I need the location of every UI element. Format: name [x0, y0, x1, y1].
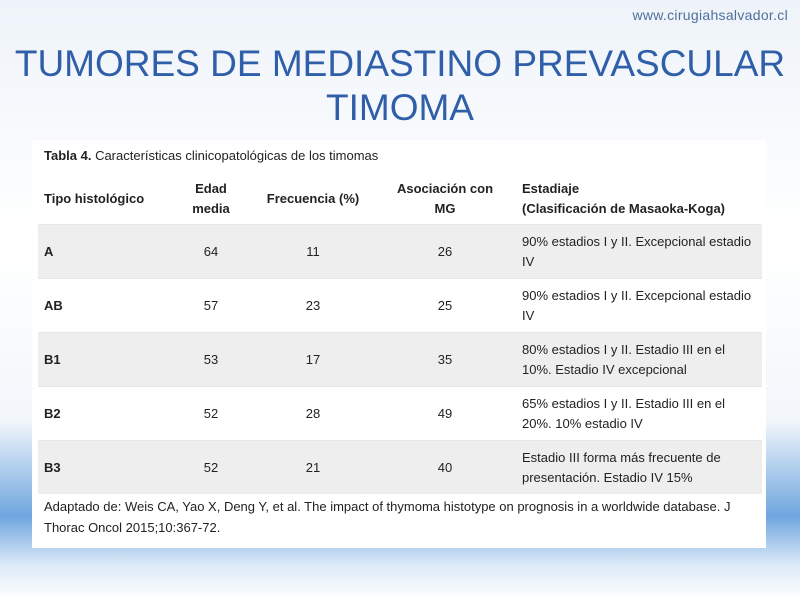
cell-edad: 57 — [170, 279, 252, 333]
cell-mg: 49 — [374, 387, 516, 441]
title-line-2: TIMOMA — [326, 87, 474, 128]
cell-mg: 40 — [374, 441, 516, 495]
cell-estadiaje: 90% estadios I y II. Excepcional estadio IV — [516, 225, 762, 279]
header-mg-l1: Asociación con — [396, 181, 494, 196]
header-estadiaje-l2: (Clasificación de Masaoka-Koga) — [522, 201, 725, 216]
header-edad-l2: media — [192, 201, 230, 216]
table-header-row — [38, 174, 762, 225]
header-edad — [170, 174, 252, 225]
cell-estadiaje: 80% estadios I y II. Estadio III en el 10%. Estadio IV excepcional — [516, 333, 762, 387]
header-mg-l2: MG — [434, 201, 456, 216]
table-caption — [44, 148, 378, 163]
header-edad-l1: Edad — [195, 181, 227, 196]
table-card — [32, 140, 766, 548]
cell-frecuencia: 11 — [252, 225, 374, 279]
cell-mg: 35 — [374, 333, 516, 387]
cell-mg: 25 — [374, 279, 516, 333]
table-row — [38, 333, 762, 387]
cell-frecuencia: 28 — [252, 387, 374, 441]
thymoma-table — [38, 174, 762, 494]
site-url: www.cirugiahsalvador.cl — [632, 7, 788, 23]
cell-edad: 52 — [170, 387, 252, 441]
cell-tipo: B2 — [38, 387, 170, 441]
cell-edad: 64 — [170, 225, 252, 279]
cell-edad: 53 — [170, 333, 252, 387]
header-frecuencia: Frecuencia (%) — [266, 191, 360, 206]
cell-edad: 52 — [170, 441, 252, 495]
cell-estadiaje: Estadio III forma más frecuente de presentación. Estadio IV 15% — [516, 441, 762, 495]
header-estadiaje-l1: Estadiaje — [522, 181, 580, 196]
cell-tipo: B3 — [38, 441, 170, 495]
cell-estadiaje: 65% estadios I y II. Estadio III en el 20%. 10% estadio IV — [516, 387, 762, 441]
header-estadiaje — [516, 174, 762, 225]
table-row — [38, 387, 762, 441]
table-footnote: Adaptado de: Weis CA, Yao X, Deng Y, et al. The impact of thymoma histotype on prognosis in a worldwide database. J Thorac Oncol 2015;10:367-72. — [44, 499, 731, 535]
cell-estadiaje: 90% estadios I y II. Excepcional estadio IV — [516, 279, 762, 333]
cell-tipo: AB — [38, 279, 170, 333]
cell-frecuencia: 17 — [252, 333, 374, 387]
caption-text: Características clinicopatológicas de los timomas — [91, 148, 379, 163]
header-tipo: Tipo histológico — [44, 191, 145, 206]
cell-frecuencia: 21 — [252, 441, 374, 495]
table-row — [38, 225, 762, 279]
table-row — [38, 441, 762, 495]
cell-tipo: B1 — [38, 333, 170, 387]
table-row — [38, 279, 762, 333]
cell-frecuencia: 23 — [252, 279, 374, 333]
cell-tipo: A — [38, 225, 170, 279]
title-line-1: TUMORES DE MEDIASTINO PREVASCULAR — [14, 43, 786, 84]
caption-label: Tabla 4. — [44, 148, 92, 163]
slide-title — [0, 42, 800, 130]
header-mg — [374, 174, 516, 225]
cell-mg: 26 — [374, 225, 516, 279]
